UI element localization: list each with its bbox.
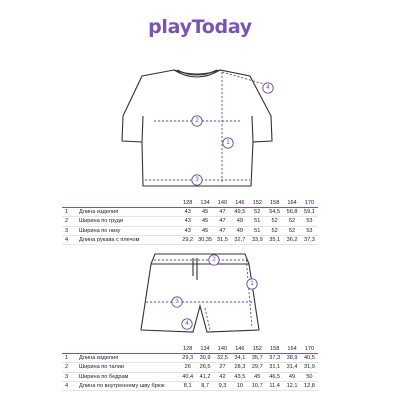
cell-value: 35,7 [251, 355, 263, 362]
row-number: 3 [65, 227, 69, 234]
cell-value: 29,3 [182, 355, 194, 362]
row-number: 4 [65, 382, 69, 389]
row-number: 1 [65, 355, 69, 362]
cell-value: 52 [271, 227, 278, 234]
cell-value: 49,5 [234, 209, 246, 216]
cell-value: 54,5 [269, 209, 281, 216]
table-row [62, 363, 318, 372]
cell-value: 35,1 [269, 236, 281, 243]
cell-value: 52 [271, 218, 278, 225]
row-number: 2 [65, 364, 69, 371]
cell-value: 52 [288, 218, 296, 225]
cell-value: 32,5 [217, 355, 228, 362]
svg-text:2: 2 [195, 118, 199, 124]
shorts-drawing [0, 250, 400, 340]
svg-text:1: 1 [250, 281, 254, 287]
cell-value: 43 [184, 227, 191, 234]
cell-value: 10,7 [251, 382, 263, 389]
cell-value: 43,5 [234, 373, 246, 380]
size-header: 146 [231, 345, 248, 354]
row-label: Ширина по низу [79, 227, 121, 234]
cell-value: 29,7 [251, 364, 263, 371]
row-label: Длина по внутреннему шву брюк [79, 382, 165, 389]
row-number: 1 [65, 209, 69, 216]
cell-value: 31,5 [217, 236, 228, 243]
size-header: 170 [301, 345, 318, 354]
cell-value: 28,3 [234, 364, 246, 371]
size-header: 134 [196, 199, 213, 208]
cell-value: 9,3 [218, 382, 227, 389]
svg-text:4: 4 [185, 321, 189, 327]
cell-value: 50 [306, 373, 313, 380]
cell-value: 52 [254, 209, 261, 216]
cell-value: 59,1 [303, 209, 315, 216]
cell-value: 56,8 [286, 209, 298, 216]
cell-value: 49 [236, 218, 243, 225]
cell-value: 29,2 [182, 236, 194, 243]
measure-marker-2 [192, 116, 202, 126]
cell-value: 47 [219, 218, 226, 225]
brand-logo: playToday [148, 16, 252, 38]
svg-text:2: 2 [212, 257, 216, 263]
cell-value: 26,5 [199, 364, 211, 371]
cell-value: 30,35 [198, 236, 213, 243]
cell-value: 49 [288, 373, 296, 380]
row-number: 2 [65, 218, 69, 225]
size-header: 152 [249, 199, 266, 208]
size-header: 164 [283, 199, 300, 208]
cell-value: 30,9 [199, 355, 211, 362]
size-header-row [62, 199, 318, 208]
size-table-top [62, 199, 318, 245]
cell-value: 51 [254, 218, 261, 225]
cell-value: 51 [254, 227, 261, 234]
cell-value: 43 [184, 218, 191, 225]
cell-value: 45 [201, 218, 209, 225]
cell-value: 47 [219, 227, 226, 234]
measure-marker-1 [247, 279, 257, 289]
cell-value: 38,9 [286, 355, 298, 362]
cell-value: 8,1 [183, 382, 192, 389]
cell-value: 42 [219, 373, 226, 380]
table-row [62, 226, 318, 235]
row-label: Ширина по талии [79, 364, 125, 371]
table-row [62, 208, 318, 217]
table-row [62, 235, 318, 244]
svg-text:4: 4 [266, 85, 270, 91]
size-header: 170 [301, 199, 318, 208]
size-header-row [62, 345, 318, 354]
size-header: 158 [266, 345, 283, 354]
cell-value: 12,1 [286, 382, 298, 389]
cell-value: 40,4 [182, 373, 194, 380]
size-header: 152 [249, 345, 266, 354]
measure-marker-4 [182, 319, 192, 329]
svg-text:3: 3 [195, 177, 199, 183]
cell-value: 31,1 [269, 364, 281, 371]
cell-value: 31,9 [303, 364, 315, 371]
cell-value: 37,3 [303, 236, 315, 243]
cell-value: 40,5 [303, 355, 315, 362]
measure-marker-3 [192, 175, 202, 185]
cell-value: 52 [288, 227, 296, 234]
cell-value: 46,5 [269, 373, 281, 380]
cell-value: 45 [254, 373, 261, 380]
cell-value: 11,4 [269, 382, 280, 389]
row-label: Длина рукава с плечом [79, 236, 140, 243]
row-number: 3 [65, 373, 69, 380]
cell-value: 32,7 [234, 236, 246, 243]
measure-marker-1 [223, 138, 233, 148]
row-label: Ширина по груди [79, 218, 124, 225]
measure-marker-2 [209, 255, 219, 265]
cell-value: 37,3 [269, 355, 281, 362]
table-row [62, 354, 318, 363]
size-header: 134 [196, 345, 213, 354]
cell-value: 41,2 [199, 373, 211, 380]
cell-value: 33,9 [251, 236, 263, 243]
row-number: 4 [65, 236, 69, 243]
cell-value: 45 [201, 209, 209, 216]
cell-value: 53 [306, 227, 313, 234]
cell-value: 10 [236, 382, 243, 389]
size-table-bottom [62, 345, 318, 391]
size-header: 128 [179, 345, 196, 354]
cell-value: 45 [201, 227, 209, 234]
measure-marker-3 [172, 297, 182, 307]
cell-value: 49 [236, 227, 243, 234]
cell-value: 53 [306, 218, 313, 225]
size-header: 128 [179, 199, 196, 208]
table-row [62, 381, 318, 390]
row-label: Ширина по бедрам [79, 373, 129, 380]
cell-value: 8,7 [201, 382, 209, 389]
cell-value: 27 [219, 364, 226, 371]
svg-text:1: 1 [226, 140, 230, 146]
cell-value: 34,1 [234, 355, 246, 362]
cell-value: 36,2 [286, 236, 298, 243]
size-header: 140 [214, 199, 231, 208]
cell-value: 43 [184, 209, 191, 216]
tshirt-drawing [0, 58, 400, 198]
size-header: 164 [283, 345, 300, 354]
cell-value: 47 [219, 209, 226, 216]
cell-value: 12,8 [303, 382, 315, 389]
table-row [62, 217, 318, 226]
size-header: 146 [231, 199, 248, 208]
svg-text:3: 3 [175, 299, 179, 305]
row-label: Длина изделия [79, 209, 119, 216]
table-row [62, 372, 318, 381]
size-header: 158 [266, 199, 283, 208]
size-header: 140 [214, 345, 231, 354]
cell-value: 31,4 [286, 364, 298, 371]
row-label: Длина изделия [79, 355, 119, 362]
measure-marker-4 [263, 83, 273, 93]
cell-value: 26 [184, 364, 191, 371]
